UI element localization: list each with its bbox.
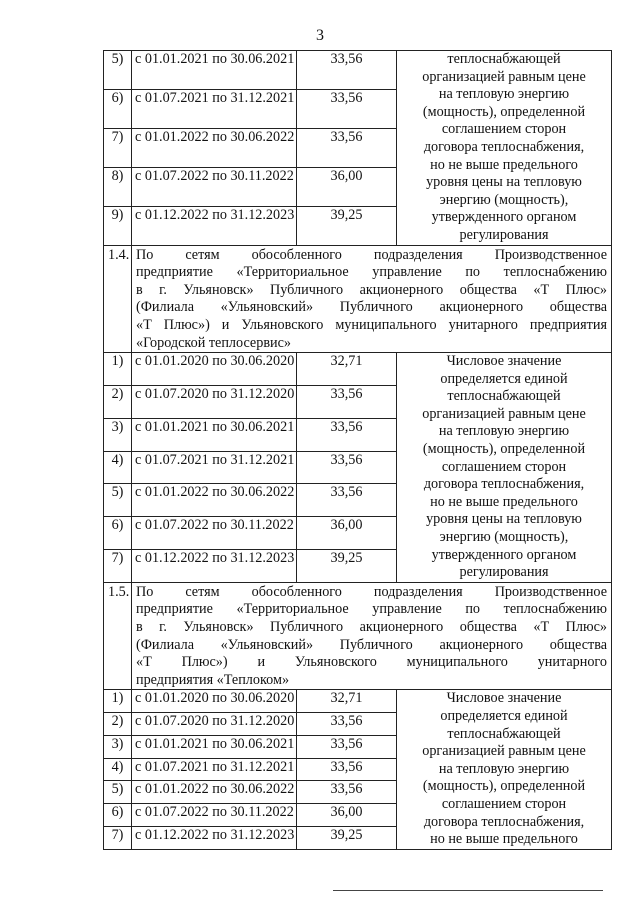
row-number: 3) (104, 735, 132, 758)
period-cell: с 01.07.2020 по 31.12.2020 (132, 385, 297, 418)
row-number: 6) (104, 89, 132, 128)
note-line: организацией равным цене (422, 743, 586, 760)
note-line: регулирования (459, 226, 549, 243)
row-number: 5) (104, 781, 132, 804)
row-number: 8) (104, 167, 132, 206)
row-number: 2) (104, 713, 132, 736)
value-cell: 33,56 (297, 128, 397, 167)
period-cell: с 01.07.2022 по 30.11.2022 (132, 804, 297, 827)
value-cell: 36,00 (297, 517, 397, 550)
note-line: энергию (мощность), (439, 191, 569, 208)
note-line: уровня цены на тепловую (426, 511, 582, 528)
value-cell: 33,56 (297, 418, 397, 451)
note-line: на тепловую энергию (438, 423, 570, 440)
note-line: на тепловую энергию (438, 86, 570, 103)
value-cell: 33,56 (297, 781, 397, 804)
table-row (104, 690, 612, 713)
note-line: определяется единой (440, 707, 568, 724)
section-title-line: «Т Плюс») и Ульяновского муниципального унитарного предприятия (136, 316, 607, 333)
period-cell: с 01.01.2021 по 30.06.2021 (132, 735, 297, 758)
value-cell: 36,00 (297, 167, 397, 206)
note-line: на тепловую энергию (438, 760, 570, 777)
value-cell: 33,56 (297, 735, 397, 758)
footer-rule (333, 890, 603, 891)
value-cell: 33,56 (297, 385, 397, 418)
section-title-line: предприятия «Теплоком» (136, 671, 290, 688)
row-number: 2) (104, 385, 132, 418)
value-cell: 39,25 (297, 206, 397, 245)
note-line: (мощность), определенной (422, 778, 586, 795)
value-cell: 32,71 (297, 690, 397, 713)
note-line: договора теплоснабжения, (423, 138, 585, 155)
row-number: 7) (104, 549, 132, 582)
note-line: теплоснабжающей (447, 388, 561, 405)
value-cell: 33,56 (297, 51, 397, 90)
page-number: 3 (316, 27, 324, 44)
row-number: 6) (104, 517, 132, 550)
row-number: 1) (104, 690, 132, 713)
value-cell: 33,56 (297, 484, 397, 517)
period-cell: с 01.12.2022 по 31.12.2023 (132, 549, 297, 582)
note-line: организацией равным цене (422, 68, 586, 85)
period-cell: с 01.01.2020 по 30.06.2020 (132, 690, 297, 713)
table-row (104, 51, 612, 90)
row-number: 4) (104, 758, 132, 781)
section-header-row (104, 245, 612, 353)
note-line: регулирования (459, 564, 549, 581)
row-number: 6) (104, 804, 132, 827)
row-number: 1) (104, 353, 132, 386)
note-line: договора теплоснабжения, (423, 476, 585, 493)
section-title-line: предприятие «Территориальное управление по теплоснабжению (136, 601, 607, 618)
value-cell: 39,25 (297, 549, 397, 582)
section-header-row (104, 582, 612, 690)
note-cell (397, 690, 612, 849)
note-line: договора теплоснабжения, (423, 813, 585, 830)
section-number: 1.4. (104, 245, 132, 353)
period-cell: с 01.01.2020 по 30.06.2020 (132, 353, 297, 386)
note-line: но не выше предельного (430, 156, 578, 173)
row-number: 9) (104, 206, 132, 245)
note-line: теплоснабжающей (447, 51, 561, 67)
period-cell: с 01.07.2021 по 31.12.2021 (132, 451, 297, 484)
period-cell: с 01.07.2022 по 30.11.2022 (132, 517, 297, 550)
section-title-line: в г. Ульяновск» Публичного акционерного общества «Т Плюс» (136, 619, 607, 635)
value-cell: 36,00 (297, 804, 397, 827)
period-cell: с 01.07.2020 по 31.12.2020 (132, 713, 297, 736)
period-cell: с 01.01.2022 по 30.06.2022 (132, 484, 297, 517)
section-title-line: «Т Плюс») и Ульяновского муниципального унитарного (136, 654, 607, 671)
row-number: 5) (104, 51, 132, 90)
value-cell: 33,56 (297, 713, 397, 736)
note-line: но не выше предельного (430, 493, 578, 510)
value-cell: 33,56 (297, 89, 397, 128)
note-cell (397, 353, 612, 583)
section-title-line: «Городской теплосервис» (136, 334, 292, 351)
note-line: уровня цены на тепловую (426, 174, 582, 191)
note-line: соглашением сторон (441, 121, 567, 138)
note-line: но не выше предельного (430, 831, 578, 848)
note-line: утвержденного органом (431, 546, 577, 563)
row-number: 5) (104, 484, 132, 517)
section-title-line: (Филиала «Ульяновский» Публичного акционерного общества (136, 636, 607, 653)
row-number: 3) (104, 418, 132, 451)
note-line: энергию (мощность), (439, 529, 569, 546)
period-cell: с 01.01.2021 по 30.06.2021 (132, 51, 297, 90)
section-title (132, 245, 612, 353)
period-cell: с 01.12.2022 по 31.12.2023 (132, 206, 297, 245)
period-cell: с 01.07.2022 по 30.11.2022 (132, 167, 297, 206)
note-line: (мощность), определенной (422, 441, 586, 458)
row-number: 7) (104, 128, 132, 167)
section-title-line: в г. Ульяновск» Публичного акционерного общества «Т Плюс» (136, 281, 607, 298)
section-title-line: предприятие «Территориальное управление по теплоснабжению (136, 264, 607, 281)
row-number: 7) (104, 826, 132, 849)
note-line: утвержденного органом (431, 209, 577, 226)
period-cell: с 01.01.2022 по 30.06.2022 (132, 128, 297, 167)
value-cell: 39,25 (297, 826, 397, 849)
note-line: теплоснабжающей (447, 725, 561, 742)
value-cell: 33,56 (297, 451, 397, 484)
period-cell: с 01.07.2021 по 31.12.2021 (132, 89, 297, 128)
note-line: Числовое значение (446, 353, 562, 370)
note-line: соглашением сторон (441, 795, 567, 812)
note-line: определяется единой (440, 370, 568, 387)
section-title-line: (Филиала «Ульяновский» Публичного акционерного общества (136, 299, 607, 316)
value-cell: 32,71 (297, 353, 397, 386)
note-line: (мощность), определенной (422, 103, 586, 120)
note-line: Числовое значение (446, 690, 562, 707)
value-cell: 33,56 (297, 758, 397, 781)
tariff-table (103, 50, 612, 850)
period-cell: с 01.07.2021 по 31.12.2021 (132, 758, 297, 781)
section-number: 1.5. (104, 582, 132, 690)
period-cell: с 01.01.2021 по 30.06.2021 (132, 418, 297, 451)
note-line: организацией равным цене (422, 405, 586, 422)
section-title (132, 582, 612, 690)
tariff-table-body (104, 51, 612, 850)
section-title-line: По сетям обособленного подразделения Производственное (136, 246, 607, 263)
note-line: соглашением сторон (441, 458, 567, 475)
period-cell: с 01.12.2022 по 31.12.2023 (132, 826, 297, 849)
note-cell (397, 51, 612, 246)
period-cell: с 01.01.2022 по 30.06.2022 (132, 781, 297, 804)
table-row (104, 353, 612, 386)
section-title-line: По сетям обособленного подразделения Производственное (136, 583, 607, 600)
row-number: 4) (104, 451, 132, 484)
